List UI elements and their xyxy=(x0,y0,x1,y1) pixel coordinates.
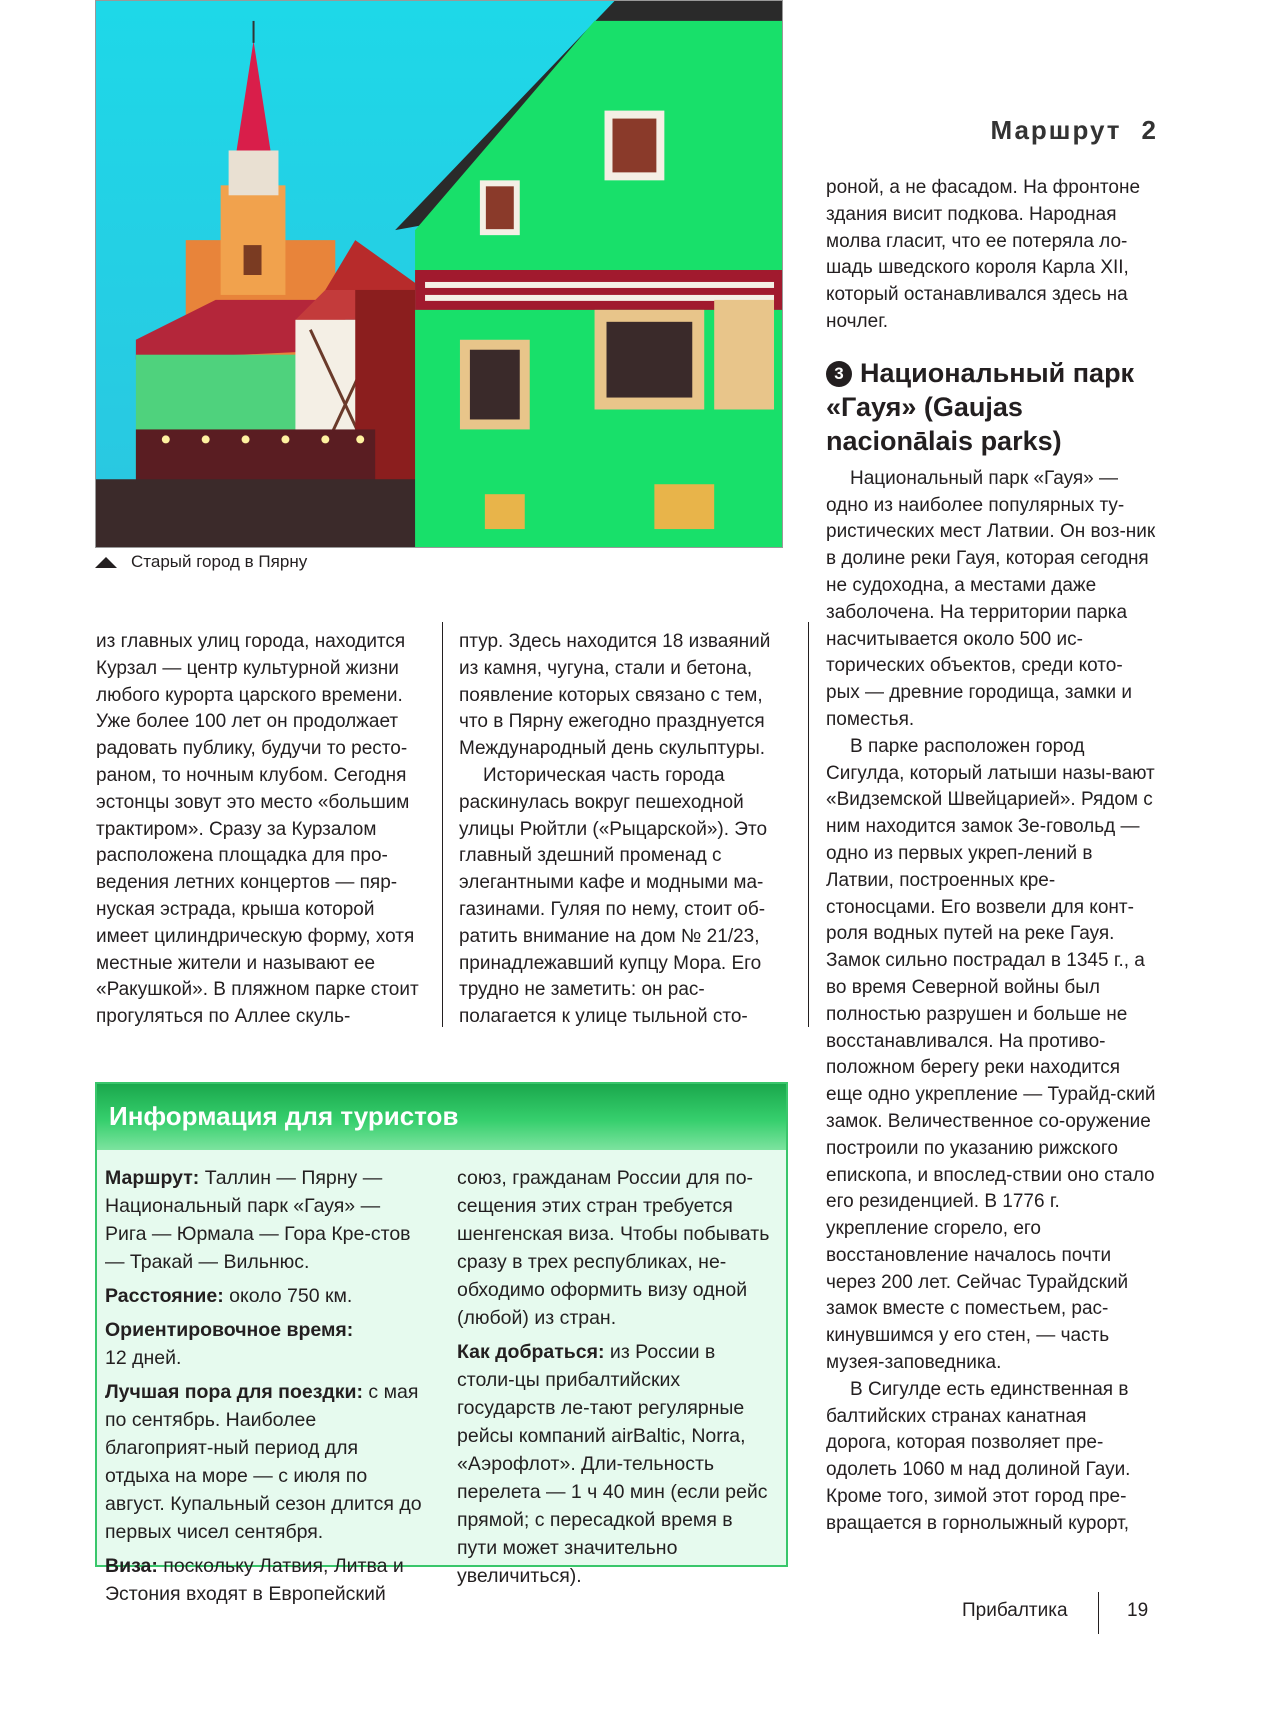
info-label: Маршрут: xyxy=(105,1167,200,1189)
info-value: около 750 км. xyxy=(223,1285,353,1307)
paragraph: Историческая часть города раскинулась вокруг пешеходной улицы Рюйтли («Рыцарской»). Это главный здешний променад с элегантными кафе и модными ма-газинами. Гуляя по нему, стоит об-ратить внимание на дом № 21/23, принадлежавший купцу Мора. Его трудно не заметить: он рас-полагается к улице тыльной сто- xyxy=(459,764,768,1028)
info-label: Расстояние: xyxy=(105,1285,224,1307)
section-number-badge: 3 xyxy=(826,361,852,387)
info-time xyxy=(105,1316,423,1372)
info-visa-continued: союз, гражданам России для по-сещения этих стран требуется шенгенская виза. Чтобы побывать сразу в трех республиках, не-обходимо оформить визу одной (любой) из стран. xyxy=(457,1167,770,1329)
text-column-1 xyxy=(96,629,426,1031)
photo-caption xyxy=(95,552,307,572)
caption-text: Старый город в Пярну xyxy=(131,552,308,571)
info-value: 12 дней. xyxy=(105,1347,182,1369)
info-value: Таллин — Пярну — Национальный парк «Гауя» — Рига — Юрмала — Гора Кре-стов — Тракай — Вильнюс. xyxy=(105,1167,411,1273)
paragraph: В Сигулде есть единственная в балтийских странах канатная дорога, которая позволяет пре-одолеть 1060 м над долиной Гауи. Кроме того, зимой этот город пре-вращается в горнолыжный курорт, xyxy=(826,1378,1131,1534)
info-travel xyxy=(457,1338,775,1590)
photo-old-town-parnu xyxy=(95,0,783,548)
info-value: с мая по сентябрь. Наиболее благоприят-ный период для отдыха на море — с июля по август. Купальный сезон длится до первых чисел сентября. xyxy=(105,1381,422,1543)
photo-illustration xyxy=(96,1,782,547)
info-column-2 xyxy=(457,1164,775,1596)
text-column-3 xyxy=(826,175,1156,1538)
info-value: поскольку Латвия, Литва и Эстония входят в Европейский xyxy=(105,1555,404,1605)
info-label: Лучшая пора для поездки: xyxy=(105,1381,364,1403)
paragraph: Национальный парк «Гауя» — одно из наиболее популярных ту-ристических мест Латвии. Он воз-ник в долине реки Гауя, которая сегодня не судоходна, а местами даже заболочена. На территории парка насчитывается около 500 ис-торических объектов, среди кото-рых — древние городища, замки и поместья. xyxy=(826,467,1156,730)
info-distance xyxy=(105,1282,423,1310)
paragraph: В парке расположен город Сигулда, который латыши назы-вают «Видземской Швейцарией». Рядом с ним находится замок Зе-говольд — одно из первых укреп-лений в Латвии, построенных кре-стоносцами. Его возвели для конт-роля водных путей на реке Гауя. Замок сильно пострадал в 1345 г., а во время Северной войны был полностью разрушен и больше не восстанавливался. На противо-положном берегу реки находится еще одно укрепление — Турайд-ский замок. Величественное со-оружение построили по указанию рижского епископа, и впослед-ствии оно стало его резиденцией. В 1776 г. укрепление сгорело, его восстановление началось почти через 200 лет. Сейчас Турайдский замок вместе с поместьем, рас-кинувшимся у его стен, — часть музея-заповедника. xyxy=(826,735,1156,1374)
info-label: Как добраться: xyxy=(457,1341,605,1363)
info-value: из России в столи-цы прибалтийских государств ле-тают регулярные рейсы компаний airBaltic, Norra, «Аэрофлот». Дли-тельность перелета — 1 ч 40 мин (если рейс прямой; с пересадкой время в пути может значительно увеличиться). xyxy=(457,1341,768,1587)
section-title-text: Национальный парк «Гауя» (Gaujas nacionālais parks) xyxy=(826,357,1135,456)
footer-divider xyxy=(1098,1592,1099,1634)
paragraph: птур. Здесь находится 18 изваяний из камня, чугуна, стали и бетона, появление которых связано с тем, что в Пярну ежегодно празднуется Международный день скульптуры. xyxy=(459,631,771,760)
info-season xyxy=(105,1378,423,1546)
footer-section-name: Прибалтика xyxy=(962,1600,1068,1621)
tourist-info-box xyxy=(95,1082,788,1605)
route-label: Маршрут xyxy=(990,115,1122,145)
info-column-1 xyxy=(105,1164,423,1614)
info-label: Виза: xyxy=(105,1555,158,1577)
info-visa xyxy=(105,1552,423,1608)
column-divider xyxy=(808,622,809,1027)
paragraph: роной, а не фасадом. На фронтоне здания висит подкова. Народная молва гласит, что ее потеряла ло-шадь шведского короля Карла XII, который останавливался здесь на ночлег. xyxy=(826,177,1141,332)
page-number: 19 xyxy=(1127,1600,1149,1621)
section-heading xyxy=(826,356,1156,458)
running-header xyxy=(990,115,1158,146)
info-route xyxy=(105,1164,423,1276)
route-number: 2 xyxy=(1141,115,1158,145)
column-divider xyxy=(442,622,443,1027)
paragraph: из главных улиц города, находится Курзал — центр культурной жизни любого курорта царского времени. Уже более 100 лет он продолжает радовать публику, будучи то ресто-раном, то ночным клубом. Сегодня эстонцы зовут это место «большим трактиром». Сразу за Курзалом расположена площадка для про-ведения летних концертов — пяр-нуская эстрада, крыша которой имеет цилиндрическую форму, хотя местные жители и называют ее «Ракушкой». В пляжном парке стоит прогуляться по Аллее скуль- xyxy=(96,631,419,1028)
text-column-2 xyxy=(459,629,789,1031)
info-box-title: Информация для туристов xyxy=(97,1084,786,1150)
info-label: Ориентировочное время: xyxy=(105,1319,354,1341)
caption-triangle-icon xyxy=(95,557,117,568)
